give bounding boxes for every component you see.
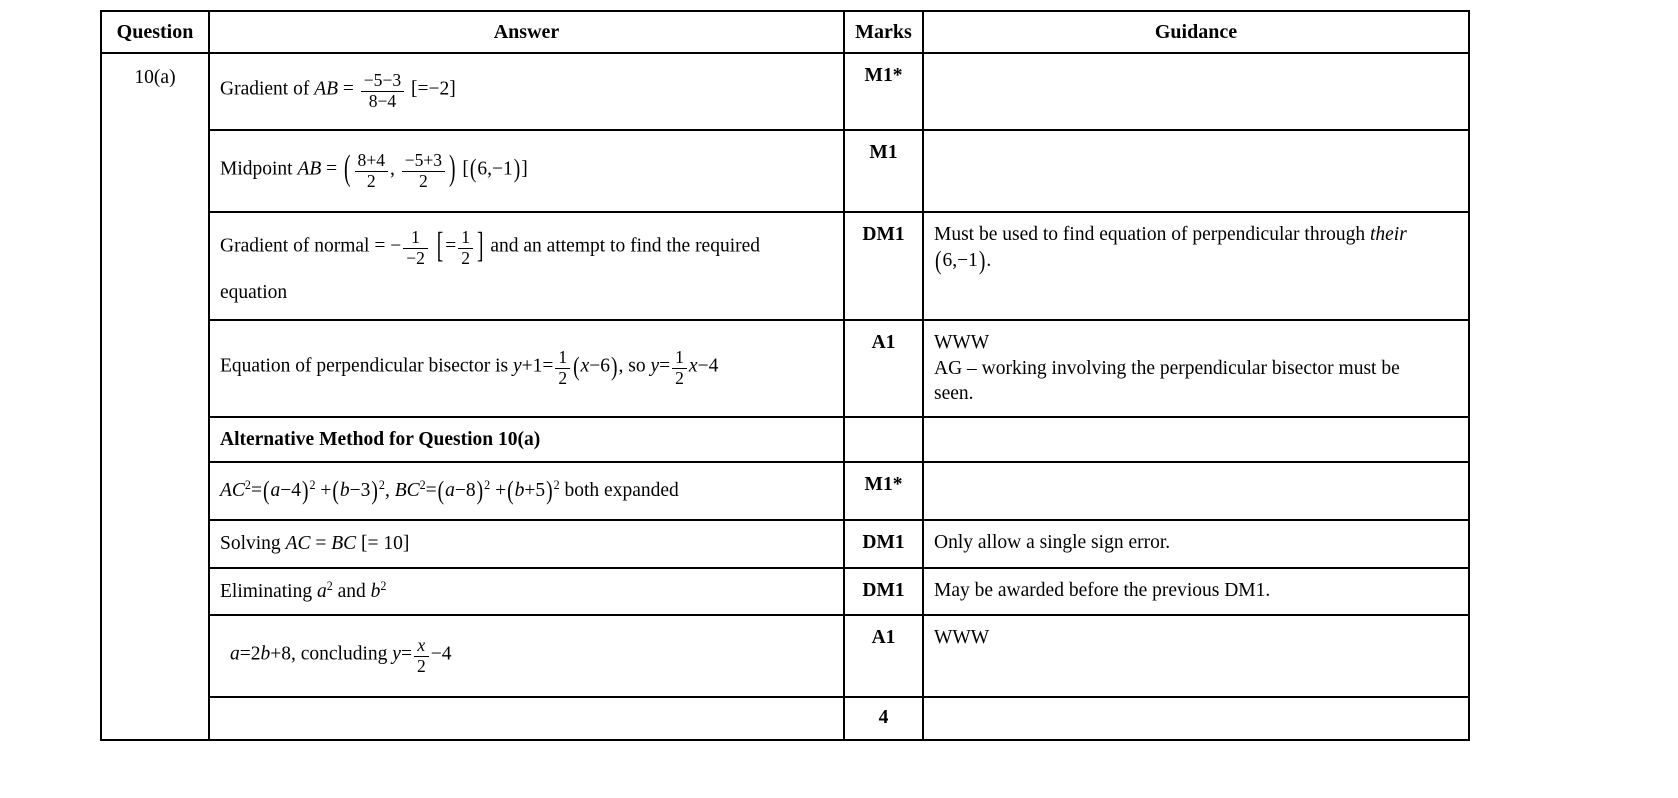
answer-cell bbox=[209, 130, 844, 212]
alternative-method-heading: Alternative Method for Question 10(a) bbox=[220, 428, 541, 450]
marks-cell bbox=[844, 417, 923, 462]
marks-cell: DM1 bbox=[844, 212, 923, 320]
guidance-cell bbox=[923, 53, 1469, 130]
table-row bbox=[101, 320, 1469, 417]
answer-cell bbox=[209, 568, 844, 615]
answer-line: Eliminating $a^2$ and $b^2$ bbox=[220, 578, 387, 602]
answer-line: Midpoint AB = ( $\frac{8+4}{2}$ , $\frac{-5+3}{2}$ ) [(6,−1)] bbox=[220, 149, 528, 191]
guidance-line: WWW bbox=[934, 627, 990, 649]
marks-cell: A1 bbox=[844, 320, 923, 417]
guidance-line: seen. bbox=[934, 383, 974, 405]
marks-cell: M1 bbox=[844, 130, 923, 212]
answer-cell bbox=[209, 462, 844, 520]
table-row bbox=[101, 212, 1469, 320]
table-row bbox=[101, 417, 1469, 462]
marks-cell: DM1 bbox=[844, 520, 923, 568]
column-header-guidance: Guidance bbox=[923, 11, 1469, 53]
mark-scheme-table bbox=[100, 10, 1470, 741]
guidance-cell bbox=[923, 462, 1469, 520]
total-row bbox=[101, 697, 1469, 740]
answer-cell bbox=[209, 320, 844, 417]
guidance-line: May be awarded before the previous DM1. bbox=[934, 580, 1271, 602]
answer-line: Solving AC = BC [= 10] bbox=[220, 533, 410, 555]
header-row bbox=[101, 11, 1469, 53]
guidance-cell bbox=[923, 568, 1469, 615]
guidance-cell bbox=[923, 417, 1469, 462]
guidance-cell bbox=[923, 320, 1469, 417]
answer-cell bbox=[209, 520, 844, 568]
answer-cell bbox=[209, 697, 844, 740]
column-header-question: Question bbox=[101, 11, 209, 53]
table-row bbox=[101, 130, 1469, 212]
question-cell: 10(a) bbox=[101, 53, 209, 740]
table-row bbox=[101, 520, 1469, 568]
guidance-line: WWW bbox=[934, 332, 990, 353]
answer-cell bbox=[209, 615, 844, 697]
answer-line: $AC^2=(a-4)^2 +(b-3)^2$, $BC^2=(a-8)^2 +(b+5)^2$ both expanded bbox=[220, 476, 679, 506]
answer-cell bbox=[209, 417, 844, 462]
guidance-cell bbox=[923, 697, 1469, 740]
answer-line: Equation of perpendicular bisector is y+1= $\frac{1}{2}$ (x−6), so y= $\frac{1}{2}$ x−4 bbox=[220, 347, 719, 389]
marks-cell: M1* bbox=[844, 53, 923, 130]
guidance-cell bbox=[923, 615, 1469, 697]
marks-cell: DM1 bbox=[844, 568, 923, 615]
table-row bbox=[101, 462, 1469, 520]
guidance-line: AG – working involving the perpendicular bisector must be bbox=[934, 357, 1400, 379]
answer-line: a=2b+8, concluding y= $\frac{x}{2}$ −4 bbox=[230, 635, 452, 676]
guidance-cell bbox=[923, 520, 1469, 568]
answer-line: equation bbox=[220, 282, 288, 304]
table-row bbox=[101, 568, 1469, 615]
marks-cell: M1* bbox=[844, 462, 923, 520]
guidance-line: Must be used to find equation of perpendicular through their bbox=[934, 224, 1407, 245]
answer-cell bbox=[209, 53, 844, 130]
guidance-line: (6,−1). bbox=[935, 246, 992, 276]
table-row bbox=[101, 53, 1469, 130]
table-row bbox=[101, 615, 1469, 697]
total-marks-cell: 4 bbox=[844, 697, 923, 740]
column-header-marks: Marks bbox=[844, 11, 923, 53]
guidance-cell bbox=[923, 212, 1469, 320]
guidance-cell bbox=[923, 130, 1469, 212]
answer-line: Gradient of AB = $\frac{-5-3}{8-4}$ [=−2] bbox=[220, 70, 456, 111]
answer-cell bbox=[209, 212, 844, 320]
column-header-answer: Answer bbox=[209, 11, 844, 53]
guidance-line: Only allow a single sign error. bbox=[934, 532, 1171, 554]
answer-line: Gradient of normal = − $\frac{1}{-2}$ [ = $\frac{1}{2}$ ] and an attempt to find the required bbox=[220, 226, 761, 268]
marks-cell: A1 bbox=[844, 615, 923, 697]
